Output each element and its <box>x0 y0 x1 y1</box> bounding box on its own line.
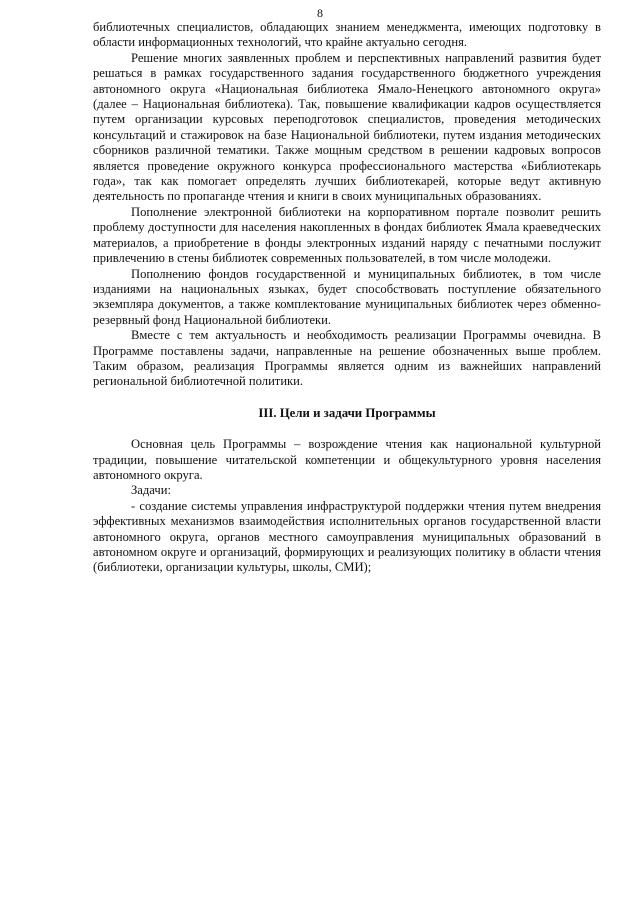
paragraph: Вместе с тем актуальность и необходимость реализации Программы очевидна. В Программе поставлены задачи, направленные на решение обозначенных выше проблем. Таким образом, реализация Программы является одним из важнейших направлений региональной библиотечной политики. <box>93 328 601 389</box>
section-heading: III. Цели и задачи Программы <box>258 405 436 420</box>
list-item: - создание системы управления инфраструктурой поддержки чтения путем внедрения эффективных механизмов взаимодействия исполнительных органов государственной власти автономного округа, органов местного самоуправления муниципальных образований в автономном округе и организаций, формирующих и реализующих политику в области чтения (библиотеки, организации культуры, школы, СМИ); <box>93 498 601 575</box>
paragraph: библиотечных специалистов, обладающих знанием менеджмента, имеющих подготовку в области информационных технологий, что крайне актуально сегодня. <box>93 20 601 50</box>
page-number: 8 <box>317 6 323 20</box>
document-body <box>93 20 601 576</box>
paragraph: Пополнение электронной библиотеки на корпоративном портале позволит решить проблему доступности для населения накопленных в фондах библиотек Ямала краеведческих материалов, а приобретение в фонды электронных изданий наряду с печатными послужит привлечению в стены библиотек современных пользователей, в том числе молодежи. <box>93 204 601 266</box>
paragraph: Пополнению фондов государственной и муниципальных библиотек, в том числе изданиями на национальных языках, будет способствовать поступление обязательного экземпляра документов, а также комплектование муниципальных библиотек через обменно-резервный фонд Национальной библиотеки. <box>93 266 601 327</box>
paragraph: Задачи: <box>131 483 171 498</box>
paragraph: Решение многих заявленных проблем и перспективных направлений развития будет решаться в рамках государственного задания государственного бюджетного учреждения автономного округа «Национальная библиотека Ямало-Ненецкого автономного округа» (далее – Национальная библиотека). Так, повышение квалификации кадров осуществляется путем организации курсовых переподготовок специалистов, проведения методических консультаций и стажировок на базе Национальной библиотеки, путем издания методических сборников различной тематики. Также мощным средством в решении кадровых вопросов является проведение окружного конкурса профессионального мастерства «Библиотекарь года», так как помогает определять лучших библиотекарей, которые ведут активную деятельность по пропаганде чтения и книги в своих муниципальных образованиях. <box>93 50 601 204</box>
paragraph: Основная цель Программы – возрождение чтения как национальной культурной традиции, повышение читательской компетенции и общекультурного уровня населения автономного округа. <box>93 437 601 482</box>
